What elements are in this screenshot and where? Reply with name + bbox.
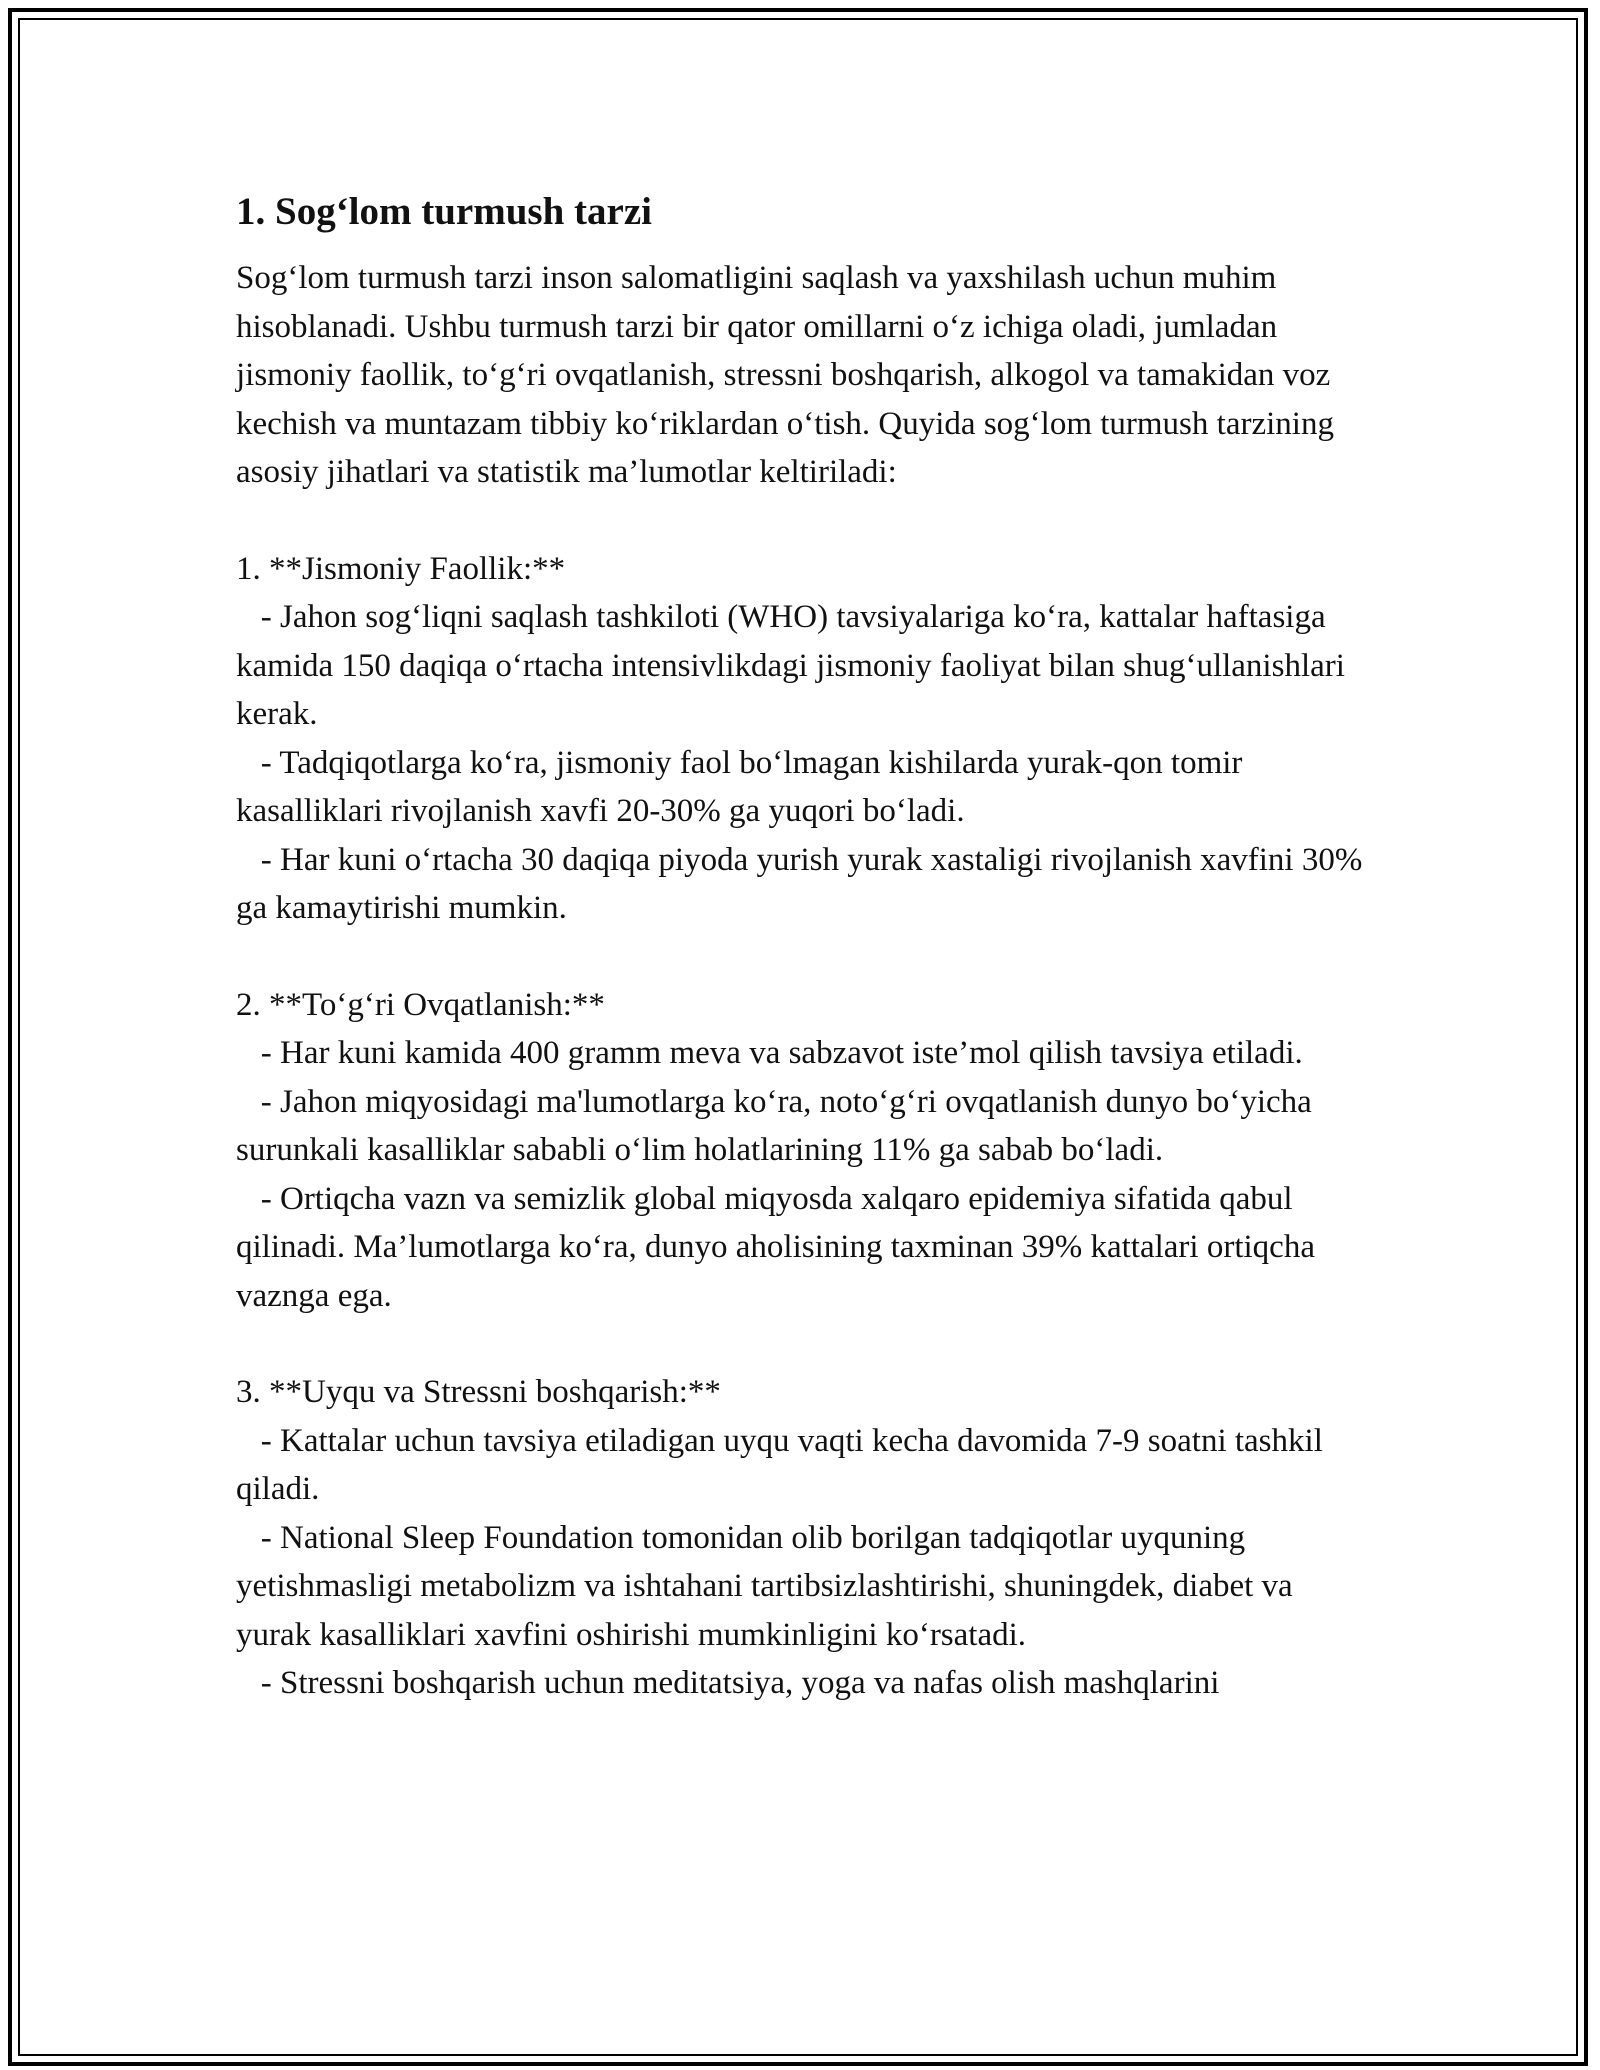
- section-nutrition: [236, 981, 1376, 1321]
- list-item: - Stressni boshqarish uchun meditatsiya, yoga va nafas olish mashqlarini: [236, 1665, 1220, 1701]
- section-title: 3. **Uyqu va Stressni boshqarish:**: [236, 1374, 721, 1410]
- list-item: - Har kuni o‘rtacha 30 daqiqa piyoda yurish yurak xastaligi rivojlanish xavfini 30% ga kamaytirishi mumkin.: [236, 841, 1371, 926]
- list-item: - Tadqiqotlarga ko‘ra, jismoniy faol bo‘lmagan kishilarda yurak-qon tomir kasalliklari rivojlanish xavfi 20-30% ga yuqori bo‘ladi.: [236, 744, 1251, 829]
- list-item: - Ortiqcha vazn va semizlik global miqyosda xalqaro epidemiya sifatida qabul qilinadi. Ma’lumotlarga ko‘ra, dunyo aholisining taxminan 39% kattalari ortiqcha vaznga ega.: [236, 1180, 1324, 1314]
- list-item: - National Sleep Foundation tomonidan olib borilgan tadqiqotlar uyquning yetishmasligi metabolizm va ishtahani tartibsizlashtirishi, shuningdek, diabet va yurak kasalliklari xavfini oshirishi mumkinligini ko‘rsatadi.: [236, 1519, 1301, 1653]
- list-item: - Jahon miqyosidagi ma'lumotlarga ko‘ra, noto‘g‘ri ovqatlanish dunyo bo‘yicha surunkali kasalliklar sababli o‘lim holatlarining 11% ga sabab bo‘ladi.: [236, 1083, 1321, 1168]
- intro-paragraph: Sog‘lom turmush tarzi inson salomatligini saqlash va yaxshilash uchun muhim hisoblanadi. Ushbu turmush tarzi bir qator omillarni o‘z ichiga oladi, jumladan jismoniy faollik, to‘g‘ri ovqatlanish, stressni boshqarish, alkogol va tamakidan voz kechish va muntazam tibbiy ko‘riklardan o‘tish. Quyida sog‘lom turmush tarzining asosiy jihatlari va statistik ma’lumotlar keltiriladi:: [236, 260, 1334, 490]
- list-item: - Har kuni kamida 400 gramm meva va sabzavot iste’mol qilish tavsiya etiladi.: [236, 1035, 1303, 1071]
- document-body: [236, 186, 1376, 1756]
- section-sleep-stress: [236, 1368, 1376, 1708]
- list-item: - Kattalar uchun tavsiya etiladigan uyqu vaqti kecha davomida 7-9 soatni tashkil qiladi.: [236, 1422, 1332, 1507]
- section-title: 2. **To‘g‘ri Ovqatlanish:**: [236, 986, 605, 1023]
- section-heading: 1. Sog‘lom turmush tarzi: [236, 190, 652, 233]
- list-item: - Jahon sog‘liqni saqlash tashkiloti (WHO) tavsiyalariga ko‘ra, kattalar haftasiga kamida 150 daqiqa o‘rtacha intensivlikdagi jismoniy faoliyat bilan shug‘ullanishlari kerak.: [236, 599, 1354, 732]
- section-title: 1. **Jismoniy Faollik:**: [236, 550, 566, 587]
- section-physical-activity: [236, 545, 1376, 933]
